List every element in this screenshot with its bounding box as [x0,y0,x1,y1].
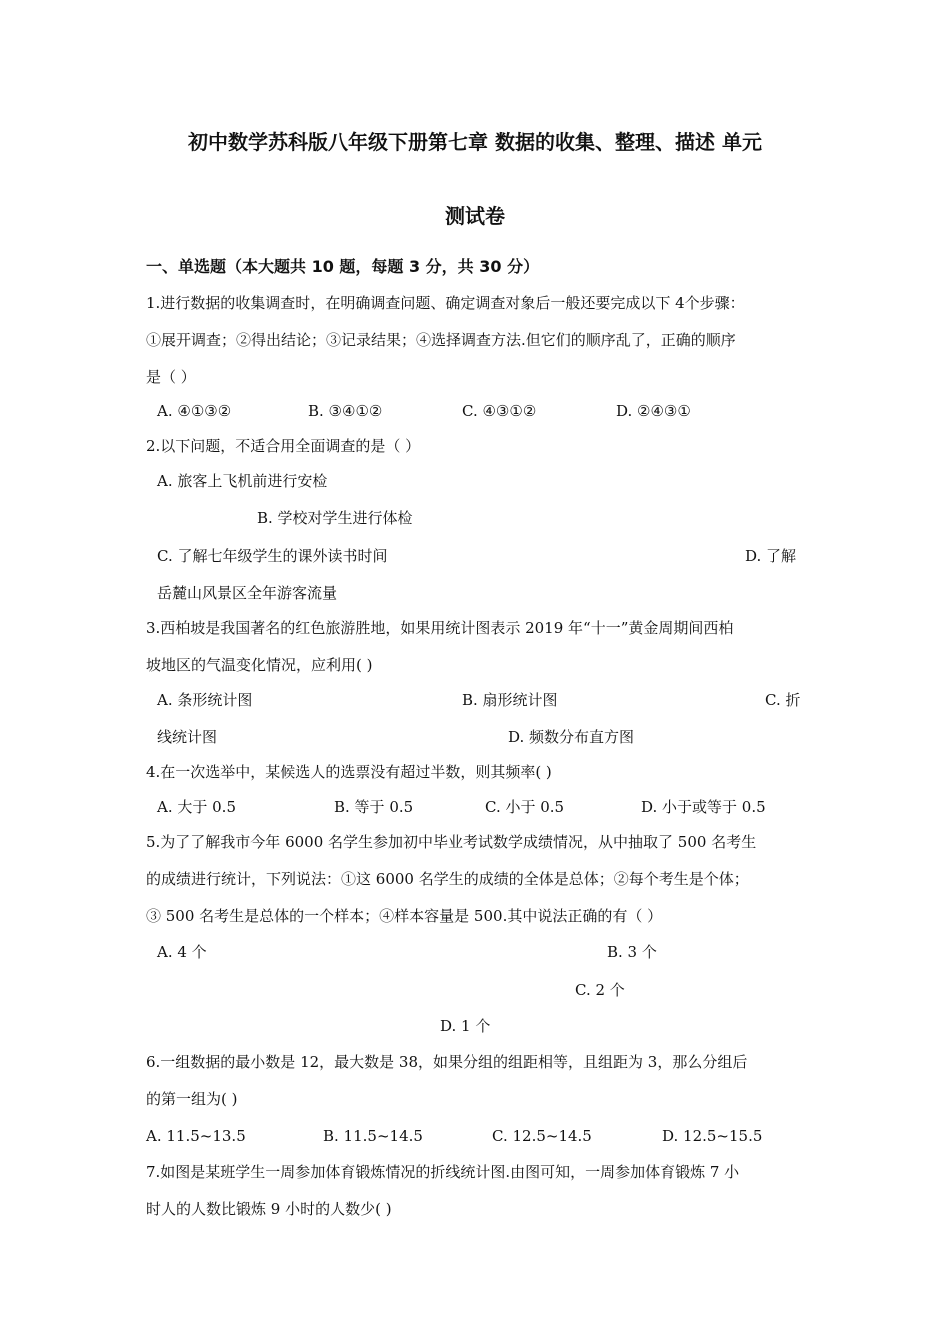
option-b: B. 3 个 [607,943,657,961]
option-b: B. ③④①② [308,402,383,420]
option-c-continued: 线统计图 [157,728,218,746]
option-c: C. 小于 0.5 [485,798,565,816]
option-a: A. 条形统计图 [157,691,253,709]
question-text: 6.一组数据的最小数是 12，最大数是 38，如果分组的组距相等，且组距为 3，那么分组后 [146,1053,748,1071]
option-b: B. 11.5~14.5 [323,1127,423,1145]
option-a: A. 旅客上飞机前进行安检 [157,472,328,490]
option-d: D. ②④③① [616,402,691,420]
option-d: D. 了解 [745,547,797,565]
option-c: C. 2 个 [575,981,625,999]
option-a: A. 大于 0.5 [157,798,236,816]
question-text: 2.以下问题，不适合用全面调查的是（ ） [146,437,421,455]
option-d: D. 小于或等于 0.5 [641,798,766,816]
question-text: 4.在一次选举中，某候选人的选票没有超过半数，则其频率( ) [146,763,552,781]
option-c: C. 折 [765,691,801,709]
option-c: C. 了解七年级学生的课外读书时间 [157,547,388,565]
option-c: C. ④③①② [462,402,537,420]
question-text: 的成绩进行统计，下列说法：①这 6000 名学生的成绩的全体是总体；②每个考生是个体； [146,870,749,888]
question-text: 的第一组为( ) [146,1090,238,1108]
question-text: 是（ ） [146,368,196,386]
option-b: B. 扇形统计图 [462,691,558,709]
option-a: A. 11.5~13.5 [146,1127,246,1145]
question-text: 7.如图是某班学生一周参加体育锻炼情况的折线统计图.由图可知，一周参加体育锻炼 7 小 [146,1163,740,1181]
question-text: 时人的人数比锻炼 9 小时的人数少( ) [146,1200,392,1218]
question-text: ③ 500 名考生是总体的一个样本；④样本容量是 500.其中说法正确的有（ ） [146,907,663,925]
option-d: D. 12.5~15.5 [662,1127,763,1145]
question-text: 坡地区的气温变化情况，应利用( ) [146,656,373,674]
option-b: B. 学校对学生进行体检 [257,509,413,527]
question-text: 5.为了了解我市今年 6000 名学生参加初中毕业考试数学成绩情况，从中抽取了 500 名考生 [146,833,757,851]
option-b: B. 等于 0.5 [334,798,414,816]
option-a: A. ④①③② [157,402,232,420]
question-text: ①展开调查；②得出结论；③记录结果；④选择调查方法.但它们的顺序乱了，正确的顺序 [146,331,736,349]
page-title-line-2: 测试卷 [445,204,505,228]
option-a: A. 4 个 [157,943,207,961]
page-title-line-1: 初中数学苏科版八年级下册第七章 数据的收集、整理、描述 单元 [188,130,762,154]
section-heading: 一、单选题（本大题共 10 题，每题 3 分，共 30 分） [146,257,540,276]
option-c: C. 12.5~14.5 [492,1127,592,1145]
option-d-continued: 岳麓山风景区全年游客流量 [157,584,338,602]
question-text: 3.西柏坡是我国著名的红色旅游胜地，如果用统计图表示 2019 年“十一”黄金周期间西柏 [146,619,734,637]
option-d: D. 1 个 [440,1017,491,1035]
question-text: 1.进行数据的收集调查时，在明确调查问题、确定调查对象后一般还要完成以下 4个步骤： [146,294,745,312]
option-d: D. 频数分布直方图 [508,728,635,746]
